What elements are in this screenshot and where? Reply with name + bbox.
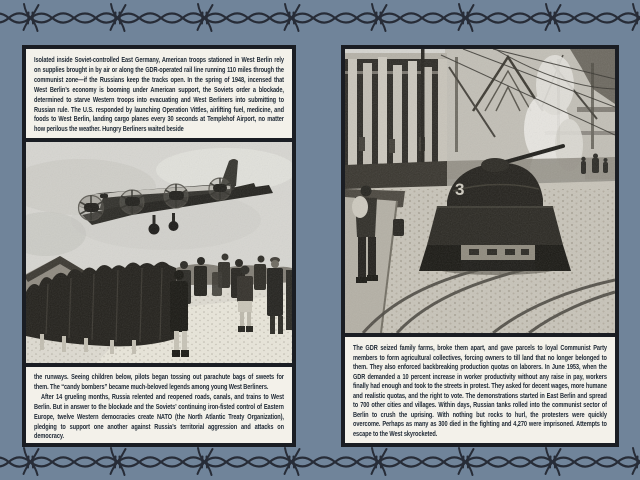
barbed-wire-strand <box>0 1 640 35</box>
gdr-uprising-paragraph: The GDR seized family farms, broke them apart, and gave parcels to loyal Communist Party members to form agricultural collectives, forcing owners to till land that no longer belonged to them. They also enforced backbreaking production quotas on laborers. In June 1953, when the GDR demanded a 10 percent increase in worker productivity without any raise in pay, workers finally had enough and took to the streets in protest. They asked for decent wages, more humane and realistic quotas, and the right to vote. The demonstrations started in East Berlin and spread to 700 other cities and villages. Within days, Russian tanks rolled into the communist sector of Berlin to crush the uprising. With nothing but rocks to hurl, the protesters were quickly overcome. Perhaps as many as 300 died in the fighting and 4,270 were imprisoned. Attempts to escape to the West skyrocketed. <box>353 343 607 438</box>
barbed-wire-top-icon <box>0 1 640 35</box>
barbed-wire-bottom-icon <box>0 445 640 479</box>
left-page-panel <box>22 45 296 447</box>
airlift-photo <box>26 138 292 367</box>
airlift-intro-text <box>26 49 292 138</box>
nato-paragraph: After 14 grueling months, Russia relented and reopened roads, canals, and trains to West Berlin. But in answer to the blockade and the Soviets’ continuing iron-fisted control of Eastern Europe, twelve Western democracies create NATO (the North Atlantic Treaty Organization), pledging to support one another against Russia’s territorial aggression and attacks on democracy. <box>34 391 284 441</box>
tank-photo <box>345 49 615 337</box>
film-grain <box>26 142 292 363</box>
airlift-photo-illustration <box>26 142 292 363</box>
airlift-intro-paragraph: Isolated inside Soviet-controlled East Germany, American troops stationed in West Berlin rely on supplies brought in by air or along the GDR-operated rail line running 110 miles through the communist zone—if the Russians keep the tracks open. In the spring of 1948, incensed that West Berlin’s economy is booming under American support, the Soviets order a blockade, determined to starve Western troops into evacuating and West Berliners into submitting to Russian rule. The U.S. responded by launching Operation Vittles, airlifting fuel, medicine, and foods to West Berlin, landing cargo planes every 30 seconds at Templehof Airport, no matter how perilous the weather. Hungry Berliners waited beside <box>34 55 284 134</box>
film-grain <box>345 49 615 333</box>
right-page-panel <box>341 45 619 447</box>
tank-turret-number: 3 <box>455 180 465 199</box>
airlift-paragraph-continuation: the runways. Seeing children below, pilots began tossing out parachute bags of sweets for them. The “candy bombers” became much-beloved legends among young West Berliners. <box>34 372 284 391</box>
tank-photo-illustration <box>345 49 615 333</box>
airlift-continuation-text <box>26 367 292 443</box>
barbed-wire-strand <box>0 445 640 479</box>
gdr-uprising-text <box>345 337 615 443</box>
